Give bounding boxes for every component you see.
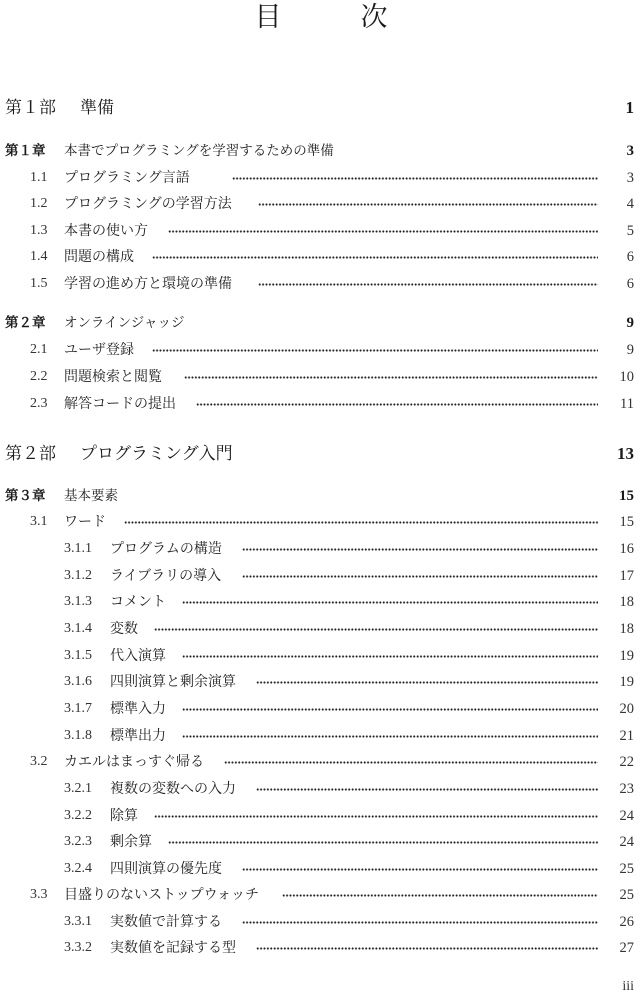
toc-entry-sub[interactable]: [0, 645, 642, 667]
entry-title: 四則演算の優先度: [110, 861, 222, 877]
entry-number: 3.3.1: [64, 914, 92, 929]
toc-entry-part[interactable]: [0, 443, 642, 465]
toc-entry-sub[interactable]: [0, 565, 642, 587]
toc-entry-sec[interactable]: [0, 220, 642, 242]
dot-leader: [154, 815, 598, 818]
entry-page-number: 26: [619, 914, 634, 930]
dot-leader: [242, 868, 598, 871]
page-number: iii: [622, 979, 634, 994]
entry-page-number: 19: [619, 674, 634, 690]
entry-page-number: 11: [620, 396, 634, 412]
entry-number: 第１部: [5, 98, 56, 118]
entry-title: 実数値を記録する型: [110, 940, 236, 956]
entry-title: プログラミングの学習方法: [64, 196, 232, 212]
dot-leader: [182, 708, 598, 711]
dot-leader: [168, 841, 598, 844]
entry-title: 標準出力: [110, 728, 166, 744]
dot-leader: [182, 601, 598, 604]
entry-page-number: 1: [625, 98, 634, 117]
entry-page-number: 9: [626, 315, 634, 331]
toc-entry-chap[interactable]: [0, 140, 642, 162]
entry-title: 標準入力: [110, 701, 166, 717]
entry-title: 変数: [110, 621, 138, 637]
entry-title: 問題の構成: [64, 249, 134, 265]
entry-number: 3.1.4: [64, 621, 92, 636]
toc-entry-sec[interactable]: [0, 246, 642, 268]
dot-leader: [182, 735, 598, 738]
entry-page-number: 18: [619, 621, 634, 637]
dot-leader: [152, 256, 598, 259]
toc-entry-sub[interactable]: [0, 591, 642, 613]
entry-title: 実数値で計算する: [110, 914, 222, 930]
entry-number: 第１章: [5, 143, 46, 159]
toc-entry-sec[interactable]: [0, 193, 642, 215]
entry-page-number: 25: [619, 861, 634, 877]
entry-page-number: 15: [619, 514, 634, 530]
dot-leader: [258, 283, 598, 286]
entry-page-number: 4: [626, 196, 634, 212]
entry-page-number: 6: [626, 276, 634, 292]
entry-page-number: 10: [619, 369, 634, 385]
entry-number: 3.2.2: [64, 808, 92, 823]
dot-leader: [182, 655, 598, 658]
toc-entry-sub[interactable]: [0, 698, 642, 720]
entry-number: 1.1: [30, 170, 48, 185]
dot-leader: [154, 628, 598, 631]
entry-page-number: 22: [619, 754, 634, 770]
entry-number: 3.2.4: [64, 861, 92, 876]
entry-number: 3.1.6: [64, 674, 92, 689]
dot-leader: [258, 203, 598, 206]
page-title: 目 次: [254, 2, 414, 33]
toc-entry-sub[interactable]: [0, 805, 642, 827]
entry-title: 代入演算: [110, 648, 166, 664]
dot-leader: [242, 575, 598, 578]
entry-number: 3.1.1: [64, 541, 92, 556]
dot-leader: [168, 230, 598, 233]
entry-number: 3.3: [30, 887, 48, 902]
dot-leader: [152, 349, 598, 352]
entry-page-number: 19: [619, 648, 634, 664]
dot-leader: [224, 761, 598, 764]
entry-page-number: 20: [619, 701, 634, 717]
entry-number: 1.5: [30, 276, 48, 291]
entry-title: 基本要素: [64, 488, 118, 504]
entry-number: 2.3: [30, 396, 48, 411]
entry-number: 3.2.3: [64, 834, 92, 849]
entry-title: オンラインジャッジ: [64, 315, 185, 331]
entry-title: 目盛りのないストップウォッチ: [64, 887, 260, 903]
dot-leader: [242, 921, 598, 924]
entry-number: 3.1.8: [64, 728, 92, 743]
toc-entry-sub[interactable]: [0, 538, 642, 560]
entry-page-number: 15: [619, 488, 634, 504]
entry-page-number: 9: [626, 342, 634, 358]
entry-page-number: 21: [619, 728, 634, 744]
entry-title: ライブラリの導入: [110, 568, 222, 584]
entry-number: 2.2: [30, 369, 48, 384]
entry-number: 3.1.3: [64, 594, 92, 609]
entry-title: 四則演算と剰余演算: [110, 674, 236, 690]
toc-entry-sub[interactable]: [0, 911, 642, 933]
entry-number: 3.3.2: [64, 940, 92, 955]
entry-page-number: 16: [619, 541, 634, 557]
entry-number: 第３章: [5, 488, 46, 504]
entry-title: 問題検索と閲覧: [64, 369, 162, 385]
dot-leader: [256, 681, 598, 684]
entry-title: 学習の進め方と環境の準備: [64, 276, 232, 292]
entry-page-number: 24: [619, 808, 634, 824]
entry-title: カエルはまっすぐ帰る: [64, 754, 204, 770]
dot-leader: [256, 788, 598, 791]
entry-title: 本書でプログラミングを学習するための準備: [64, 143, 334, 159]
entry-title: 複数の変数への入力: [110, 781, 236, 797]
toc-entry-part[interactable]: [0, 97, 642, 119]
dot-leader: [184, 376, 598, 379]
entry-page-number: 13: [617, 444, 634, 463]
entry-title: 準備: [80, 98, 114, 118]
entry-page-number: 5: [626, 223, 634, 239]
dot-leader: [232, 177, 598, 180]
entry-number: 3.1.7: [64, 701, 92, 716]
entry-number: 2.1: [30, 342, 48, 357]
entry-title: コメント: [110, 594, 166, 610]
toc-entry-sub[interactable]: [0, 858, 642, 880]
entry-page-number: 23: [619, 781, 634, 797]
entry-number: 1.3: [30, 223, 48, 238]
entry-title: プログラミング言語: [64, 170, 190, 186]
entry-page-number: 6: [626, 249, 634, 265]
entry-number: 第２部: [5, 444, 56, 464]
entry-page-number: 25: [619, 887, 634, 903]
toc-entry-sec[interactable]: [0, 511, 642, 533]
toc-entry-sub[interactable]: [0, 618, 642, 640]
entry-number: 3.1.2: [64, 568, 92, 583]
dot-leader: [196, 403, 598, 406]
entry-title: ユーザ登録: [64, 342, 134, 358]
toc-entry-sec[interactable]: [0, 751, 642, 773]
entry-title: プログラムの構造: [110, 541, 222, 557]
toc-entry-sec[interactable]: [0, 884, 642, 906]
dot-leader: [242, 548, 598, 551]
toc-entry-sec[interactable]: [0, 393, 642, 415]
entry-number: 3.2.1: [64, 781, 92, 796]
dot-leader: [256, 947, 598, 950]
entry-number: 第２章: [5, 315, 46, 331]
entry-number: 3.2: [30, 754, 48, 769]
toc-entry-sec[interactable]: [0, 366, 642, 388]
entry-page-number: 27: [619, 940, 634, 956]
entry-page-number: 18: [619, 594, 634, 610]
toc-entry-sub[interactable]: [0, 671, 642, 693]
entry-number: 1.4: [30, 249, 48, 264]
entry-title: ワード: [64, 514, 106, 530]
toc-entry-sub[interactable]: [0, 937, 642, 959]
entry-number: 3.1: [30, 514, 48, 529]
entry-number: 1.2: [30, 196, 48, 211]
entry-title: 本書の使い方: [64, 223, 148, 239]
entry-title: プログラミング入門: [80, 444, 233, 464]
toc-entry-sub[interactable]: [0, 725, 642, 747]
entry-number: 3.1.5: [64, 648, 92, 663]
entry-title: 解答コードの提出: [64, 396, 176, 412]
entry-page-number: 24: [619, 834, 634, 850]
entry-title: 除算: [110, 808, 138, 824]
entry-page-number: 17: [619, 568, 634, 584]
toc-entry-sec[interactable]: [0, 167, 642, 189]
toc-entry-sec[interactable]: [0, 273, 642, 295]
toc-entry-sub[interactable]: [0, 778, 642, 800]
toc-entry-chap[interactable]: [0, 312, 642, 334]
entry-page-number: 3: [626, 143, 634, 159]
dot-leader: [282, 894, 598, 897]
toc-entry-sub[interactable]: [0, 831, 642, 853]
toc-entry-chap[interactable]: [0, 485, 642, 507]
entry-title: 剰余算: [110, 834, 152, 850]
toc-entry-sec[interactable]: [0, 339, 642, 361]
dot-leader: [124, 521, 598, 524]
entry-page-number: 3: [626, 170, 634, 186]
